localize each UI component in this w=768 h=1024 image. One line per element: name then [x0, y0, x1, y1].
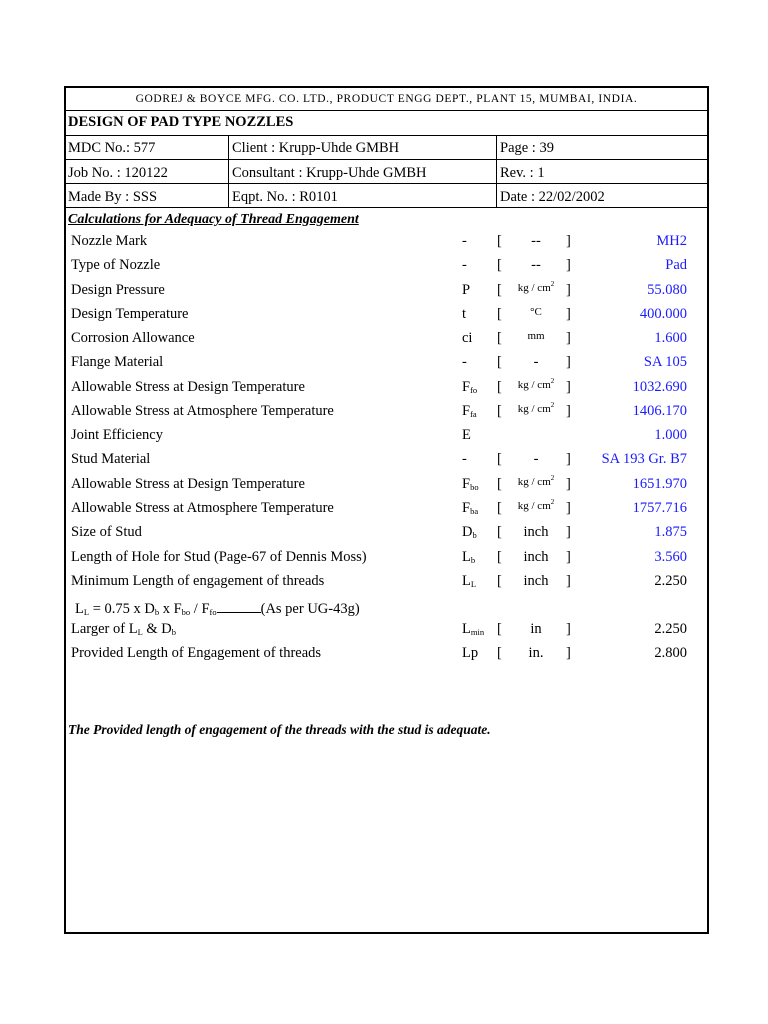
table-row: [66, 233, 707, 255]
unit: -: [533, 451, 539, 467]
mdc-number: MDC No.: 577: [68, 140, 156, 156]
table-row: [66, 379, 707, 401]
parameter-label: Allowable Stress at Design Temperature: [71, 379, 305, 395]
unit: kg / $cm^2$: [517, 280, 555, 294]
unit-bracket: [: [497, 549, 502, 565]
parameter-value: 1.000: [654, 427, 687, 443]
column-divider: [228, 135, 229, 207]
unit-bracket: ]: [566, 549, 571, 565]
unit-bracket: [: [497, 573, 502, 589]
unit-bracket: ]: [566, 621, 571, 637]
unit-bracket: [: [497, 645, 502, 661]
unit-bracket: ]: [566, 330, 571, 346]
table-row: [66, 403, 707, 425]
company-header: GODREJ & BOYCE MFG. CO. LTD., PRODUCT ENGG DEPT., PLANT 15, MUMBAI, INDIA.: [135, 93, 638, 105]
unit-bracket: [: [497, 476, 502, 492]
table-row: [66, 476, 707, 498]
divider: [66, 110, 707, 111]
unit-bracket: [: [497, 621, 502, 637]
unit: kg / $cm^2$: [517, 401, 555, 415]
parameter-value: 1.600: [654, 330, 687, 346]
parameter-symbol: E: [462, 427, 471, 443]
unit-bracket: ]: [566, 379, 571, 395]
parameter-label: Nozzle Mark: [71, 233, 148, 249]
parameter-value: 1406.170: [632, 403, 687, 419]
unit: inch: [523, 524, 549, 540]
unit: --: [531, 257, 541, 273]
column-divider: [496, 135, 497, 207]
job-number: Job No. : 120122: [68, 165, 168, 181]
unit: °C: [530, 306, 542, 318]
divider: [66, 135, 707, 136]
parameter-value: SA 193 Gr. B7: [601, 451, 687, 467]
parameter-label: Joint Efficiency: [71, 427, 163, 443]
unit-bracket: [: [497, 282, 502, 298]
parameter-label: Type of Nozzle: [71, 257, 161, 273]
parameter-value: 2.250: [654, 573, 687, 589]
date: Date : 22/02/2002: [500, 189, 605, 205]
unit: inch: [523, 573, 549, 589]
parameter-label: Provided Length of Engagement of threads: [71, 645, 322, 661]
parameter-value: 1032.690: [632, 379, 687, 395]
table-row: [66, 500, 707, 522]
parameter-label: Size of Stud: [71, 524, 142, 540]
unit: -: [533, 354, 539, 370]
unit-bracket: ]: [566, 233, 571, 249]
unit-bracket: [: [497, 354, 502, 370]
table-row: [66, 645, 707, 667]
unit-bracket: ]: [566, 403, 571, 419]
parameter-symbol: $L_b$: [462, 549, 476, 565]
unit: in: [530, 621, 542, 637]
table-row: [66, 257, 707, 279]
parameter-label: Allowable Stress at Design Temperature: [71, 476, 305, 492]
table-row: [66, 573, 707, 595]
divider: [66, 183, 707, 184]
unit-bracket: ]: [566, 354, 571, 370]
parameter-symbol: -: [462, 451, 467, 467]
unit-bracket: ]: [566, 282, 571, 298]
unit-bracket: ]: [566, 476, 571, 492]
section-title: Calculations for Adequacy of Thread Engagement: [68, 212, 359, 227]
table-row: [66, 330, 707, 352]
unit-bracket: [: [497, 451, 502, 467]
parameter-value: 2.800: [654, 645, 687, 661]
parameter-value: MH2: [656, 233, 687, 249]
parameter-value: 2.250: [654, 621, 687, 637]
unit-bracket: ]: [566, 500, 571, 516]
parameter-value: 1651.970: [632, 476, 687, 492]
unit: in.: [528, 645, 544, 661]
unit-bracket: [: [497, 524, 502, 540]
parameter-value: Pad: [665, 257, 687, 273]
table-row: [66, 549, 707, 571]
made-by: Made By : SSS: [68, 189, 158, 205]
unit: --: [531, 233, 541, 249]
parameter-value: 1757.716: [632, 500, 687, 516]
table-row: [66, 524, 707, 546]
unit-bracket: ]: [566, 524, 571, 540]
unit-bracket: [: [497, 500, 502, 516]
parameter-value: SA 105: [643, 354, 687, 370]
parameter-value: 55.080: [647, 282, 687, 298]
unit-bracket: ]: [566, 645, 571, 661]
parameter-label: Design Temperature: [71, 306, 189, 322]
parameter-symbol: t: [462, 306, 467, 322]
parameter-value: 400.000: [639, 306, 687, 322]
parameter-symbol: -: [462, 257, 467, 273]
unit-bracket: [: [497, 403, 502, 419]
parameter-symbol: $L_{min}$: [462, 621, 485, 637]
unit-bracket: ]: [566, 573, 571, 589]
parameter-symbol: $L_L$: [462, 573, 477, 589]
unit-bracket: ]: [566, 257, 571, 273]
parameter-symbol: -: [462, 354, 467, 370]
parameter-symbol: -: [462, 233, 467, 249]
parameter-label: Allowable Stress at Atmosphere Temperature: [71, 403, 334, 419]
divider: [66, 159, 707, 160]
unit: mm: [527, 330, 545, 342]
unit-bracket: [: [497, 233, 502, 249]
table-row: [66, 427, 707, 449]
parameter-symbol: $F_{ba}$: [462, 500, 479, 516]
table-row: [66, 306, 707, 328]
table-row: [66, 282, 707, 304]
unit-bracket: [: [497, 379, 502, 395]
parameter-symbol: $D_b$: [462, 524, 477, 540]
client: Client : Krupp-Uhde GMBH: [232, 140, 400, 156]
parameter-symbol: P: [462, 282, 471, 298]
unit: inch: [523, 549, 549, 565]
parameter-label: Larger of $L_L$ & $D_b$: [71, 621, 177, 637]
equipment-number: Eqpt. No. : R0101: [232, 189, 338, 205]
unit: kg / $cm^2$: [517, 474, 555, 488]
unit: kg / $cm^2$: [517, 377, 555, 391]
table-row: [66, 451, 707, 473]
parameter-symbol: $F_{fo}$: [462, 379, 478, 395]
table-row: [66, 354, 707, 376]
unit-bracket: ]: [566, 451, 571, 467]
parameter-label: Design Pressure: [71, 282, 165, 298]
parameter-label: Corrosion Allowance: [71, 330, 195, 346]
formula: $L_L = 0.75$ x $D_b$ x $F_{bo} / F_{fo}$ (As per UG-43g): [75, 601, 360, 617]
consultant: Consultant : Krupp-Uhde GMBH: [232, 165, 427, 181]
unit-bracket: [: [497, 330, 502, 346]
unit-bracket: [: [497, 306, 502, 322]
divider: [66, 207, 707, 208]
unit: kg / $cm^2$: [517, 498, 555, 512]
unit-bracket: [: [497, 257, 502, 273]
parameter-label: Flange Material: [71, 354, 164, 370]
parameter-value: 1.875: [654, 524, 687, 540]
parameter-symbol: ci: [462, 330, 473, 346]
parameter-label: Stud Material: [71, 451, 151, 467]
parameter-symbol: $F_{bo}$: [462, 476, 479, 492]
unit-bracket: ]: [566, 306, 571, 322]
conclusion-text: The Provided length of engagement of the threads with the stud is adequate.: [68, 722, 491, 737]
parameter-symbol: Lp: [462, 645, 479, 661]
table-row: [66, 621, 707, 643]
parameter-label: Length of Hole for Stud (Page-67 of Dennis Moss): [71, 549, 367, 565]
page-number: Page : 39: [500, 140, 554, 156]
calculation-sheet: [64, 86, 709, 934]
page-title: DESIGN OF PAD TYPE NOZZLES: [68, 114, 294, 130]
parameter-label: Minimum Length of engagement of threads: [71, 573, 325, 589]
parameter-value: 3.560: [654, 549, 687, 565]
parameter-symbol: $F_{fa}$: [462, 403, 477, 419]
revision: Rev. : 1: [500, 165, 545, 181]
parameter-label: Allowable Stress at Atmosphere Temperature: [71, 500, 334, 516]
